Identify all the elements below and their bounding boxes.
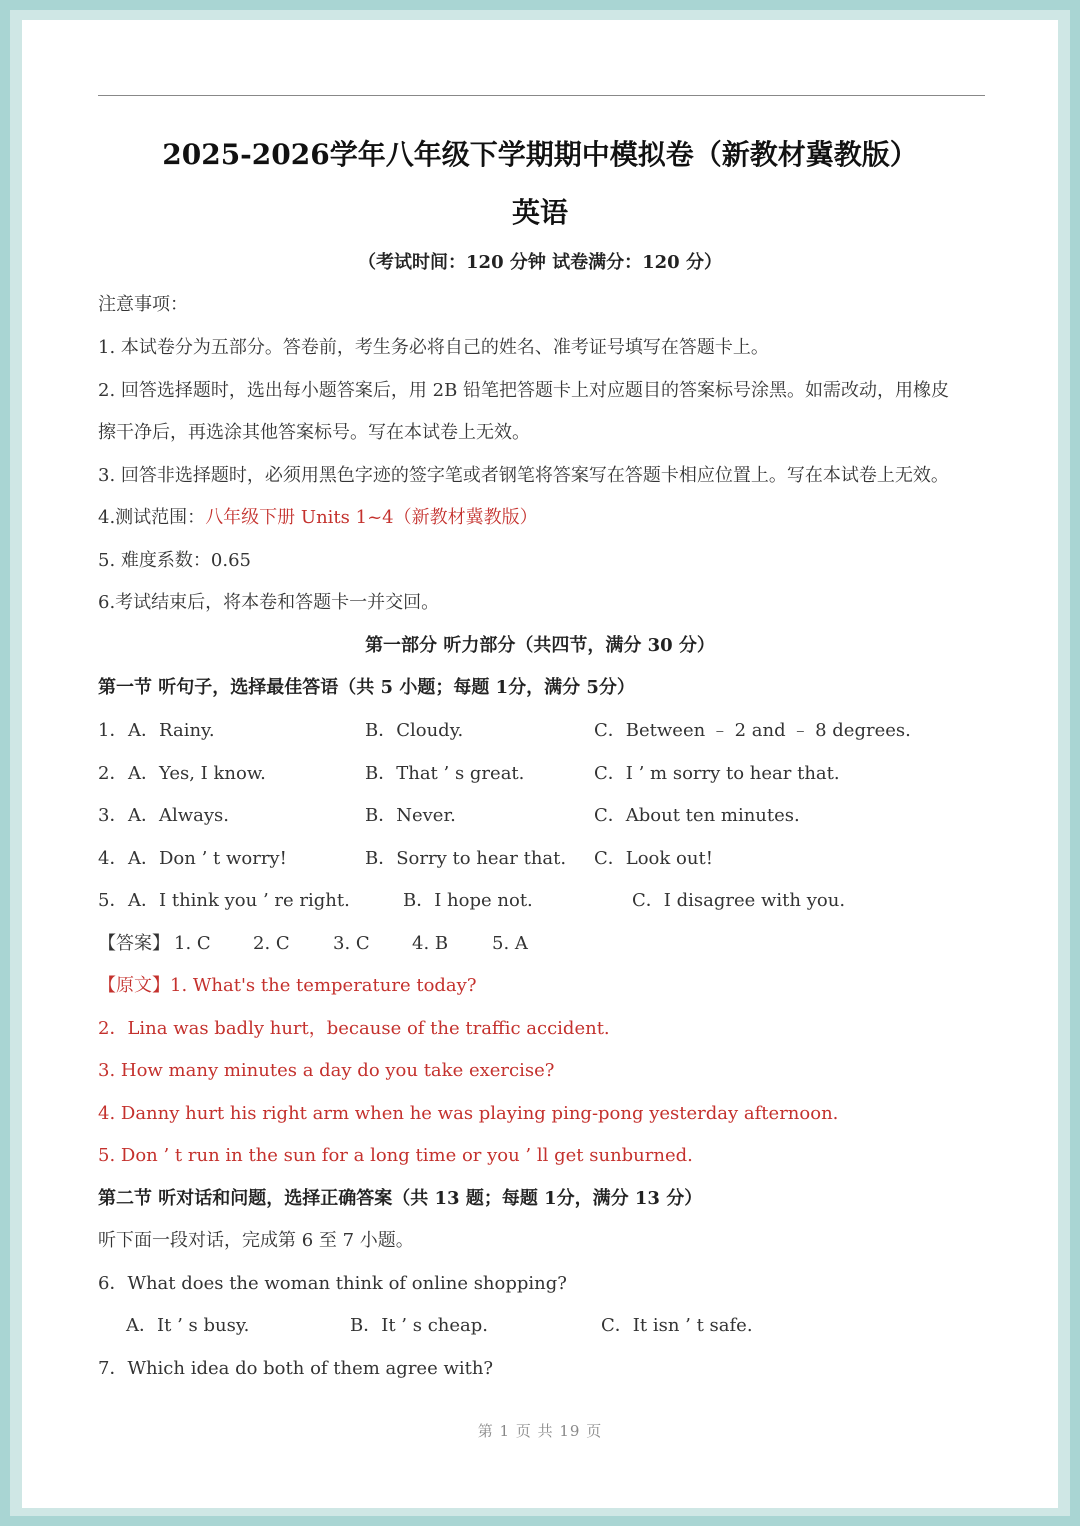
option-a: A．Rainy. bbox=[128, 720, 215, 741]
question-7: 7．Which idea do both of them agree with? bbox=[98, 1358, 494, 1379]
script-line-1 bbox=[98, 974, 476, 998]
option-b: B．Sorry to hear that. bbox=[365, 848, 567, 869]
option-c: C．I ’ m sorry to hear that. bbox=[594, 763, 840, 784]
question-number: 5． bbox=[98, 890, 128, 911]
option-b: B．Cloudy. bbox=[365, 720, 464, 741]
exam-page bbox=[22, 20, 1058, 1508]
option-a: A．Always. bbox=[128, 805, 230, 826]
option-b: B．Never. bbox=[365, 805, 456, 826]
note-4-prefix: 4.测试范围： bbox=[98, 507, 206, 528]
answer-2: 2. C bbox=[253, 933, 290, 954]
script-line-3: 3. How many minutes a day do you take exercise? bbox=[98, 1060, 555, 1081]
option-c: C．Look out! bbox=[594, 848, 713, 869]
option-c: C．It isn ’ t safe. bbox=[601, 1315, 753, 1336]
option-b: B．That ’ s great. bbox=[365, 763, 525, 784]
answer-5: 5. A bbox=[492, 933, 528, 954]
script-line-5: 5. Don ’ t run in the sun for a long time or you ’ ll get sunburned. bbox=[98, 1145, 693, 1166]
script-line-4: 4. Danny hurt his right arm when he was playing ping-pong yesterday afternoon. bbox=[98, 1103, 839, 1124]
exam-meta: （考试时间：120 分钟 试卷满分：120 分） bbox=[358, 252, 722, 273]
question-6: 6．What does the woman think of online shopping? bbox=[98, 1273, 567, 1294]
option-a: A．Don ’ t worry! bbox=[128, 848, 287, 869]
note-2a: 2. 回答选择题时，选出每小题答案后，用 2B 铅笔把答题卡上对应题目的答案标号涂黑。如需改动，用橡皮 bbox=[98, 380, 950, 401]
part1-heading: 第一部分 听力部分（共四节，满分 30 分） bbox=[365, 635, 715, 656]
notes-heading: 注意事项： bbox=[98, 294, 188, 315]
page-title: 2025-2026学年八年级下学期期中模拟卷（新教材冀教版） bbox=[162, 138, 918, 171]
note-1: 1. 本试卷分为五部分。答卷前，考生务必将自己的姓名、准考证号填写在答题卡上。 bbox=[98, 337, 769, 358]
section1-heading: 第一节 听句子，选择最佳答语（共 5 小题；每题 1分，满分 5分） bbox=[98, 677, 635, 698]
section2-instruction: 听下面一段对话，完成第 6 至 7 小题。 bbox=[98, 1230, 414, 1251]
note-4 bbox=[98, 506, 538, 530]
option-b: B．I hope not. bbox=[403, 890, 533, 911]
answer-label: 【答案】 bbox=[98, 933, 170, 954]
script-text: 1. What's the temperature today? bbox=[170, 975, 477, 996]
note-3: 3. 回答非选择题时，必须用黑色字迹的签字笔或者钢笔将答案写在答题卡相应位置上。写在本试卷上无效。 bbox=[98, 465, 949, 486]
page-footer: 第 1 页 共 19 页 bbox=[477, 1422, 603, 1440]
note-5: 5. 难度系数：0.65 bbox=[98, 550, 251, 571]
section2-heading: 第二节 听对话和问题，选择正确答案（共 13 题；每题 1分，满分 13 分） bbox=[98, 1188, 703, 1209]
header-rule bbox=[98, 95, 985, 96]
note-2b: 擦干净后，再选涂其他答案标号。写在本试卷上无效。 bbox=[98, 422, 530, 443]
script-line-2: 2．Lina was badly hurt，because of the traffic accident. bbox=[98, 1018, 610, 1039]
subject-title: 英语 bbox=[511, 196, 568, 229]
option-c: C．About ten minutes. bbox=[594, 805, 800, 826]
question-number: 2． bbox=[98, 763, 128, 784]
answer-4: 4. B bbox=[412, 933, 449, 954]
note-6: 6.考试结束后，将本卷和答题卡一并交回。 bbox=[98, 592, 440, 613]
option-b: B．It ’ s cheap. bbox=[350, 1315, 488, 1336]
answer-3: 3. C bbox=[333, 933, 370, 954]
question-number: 3． bbox=[98, 805, 128, 826]
option-c: C．I disagree with you. bbox=[632, 890, 846, 911]
question-number: 4． bbox=[98, 848, 128, 869]
question-number: 1． bbox=[98, 720, 128, 741]
option-a: A．I think you ’ re right. bbox=[128, 890, 350, 911]
answer-1: 1. C bbox=[174, 933, 211, 954]
option-a: A．It ’ s busy. bbox=[126, 1315, 250, 1336]
script-label: 【原文】 bbox=[98, 975, 170, 996]
option-a: A．Yes, I know. bbox=[128, 763, 266, 784]
note-4-scope: 八年级下册 Units 1~4（新教材冀教版） bbox=[205, 507, 538, 528]
option-c: C．Between ﹣ 2 and ﹣ 8 degrees. bbox=[594, 720, 911, 741]
